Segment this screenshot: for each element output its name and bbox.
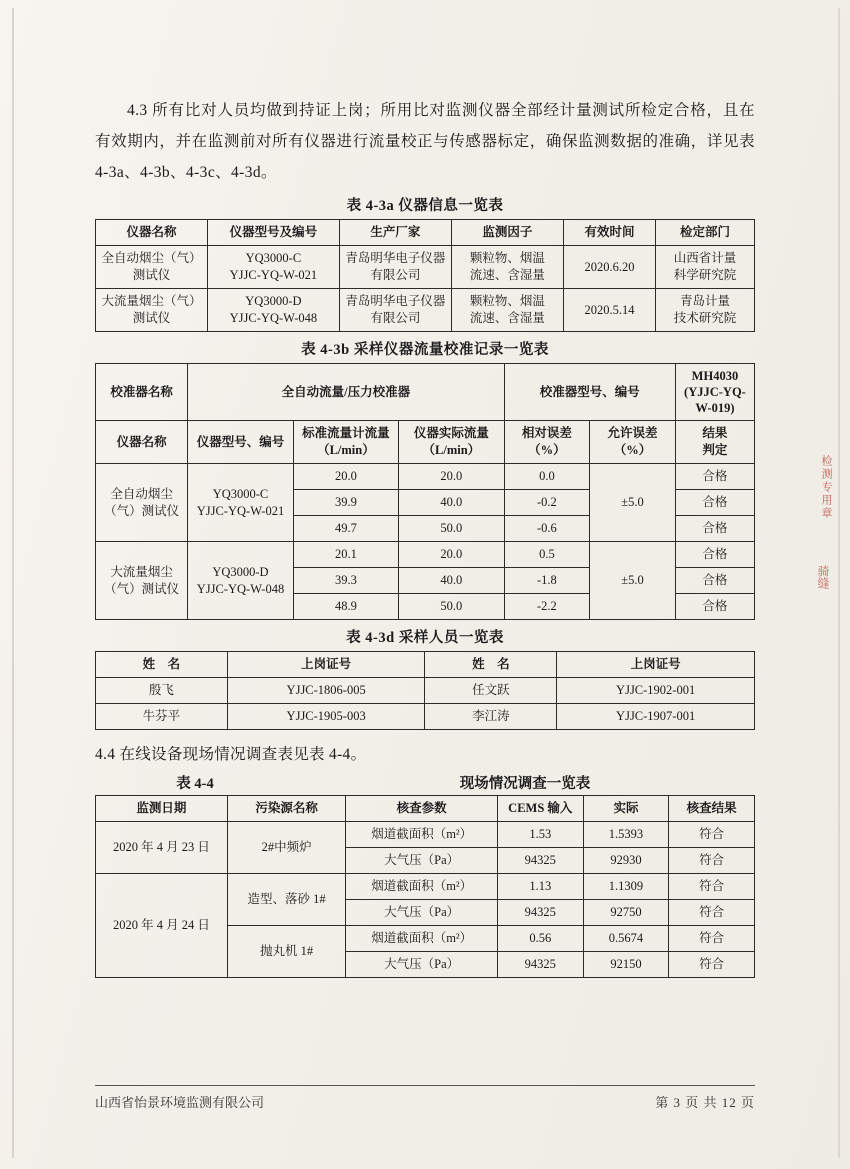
red-stamp-mark: 检测专用章 <box>820 455 832 520</box>
table-row <box>96 464 755 490</box>
cell-standard-flow: 20.0 <box>293 464 398 490</box>
col-header: 仪器型号及编号 <box>208 220 340 246</box>
paragraph-4-3: 4.3 所有比对人员均做到持证上岗；所用比对监测仪器全部经计量测试所检定合格，且在有效期内，并在监测前对所有仪器进行流量校正与传感器标定，确保监测数据的准确，详见表 4-3a、4-3b、4-3c、4-3d。 <box>95 102 755 181</box>
table-row <box>96 678 755 704</box>
cell-check-result: 符合 <box>669 848 755 874</box>
col-header: 仪器名称 <box>96 421 188 464</box>
cell-instrument-name: 大流量烟尘 （气）测试仪 <box>96 542 188 620</box>
cell-person-name: 殷飞 <box>96 678 228 704</box>
table-4-3b-title: 表 4-3b 采样仪器流量校准记录一览表 <box>301 342 549 358</box>
table-row <box>96 874 755 900</box>
document-body <box>95 95 755 978</box>
cell-cert-no: YJJC-1902-001 <box>557 678 755 704</box>
cell-model: YQ3000-D YJJC-YQ-W-048 <box>188 542 293 620</box>
cell-check-result: 符合 <box>669 874 755 900</box>
table-row <box>96 704 755 730</box>
cell-actual-flow: 20.0 <box>399 464 504 490</box>
cell-check-result: 符合 <box>669 900 755 926</box>
cell-relative-error: -2.2 <box>504 594 590 620</box>
cell-valid-date: 2020.6.20 <box>563 246 655 289</box>
table-4-4-label: 表 4-4 <box>176 776 214 792</box>
cell-relative-error: 0.5 <box>504 542 590 568</box>
cell-actual-flow: 40.0 <box>399 490 504 516</box>
cell-actual-flow: 50.0 <box>399 516 504 542</box>
cell-check-result: 符合 <box>669 822 755 848</box>
table-4-4-heading <box>95 772 755 793</box>
cell-actual-value: 92750 <box>583 900 669 926</box>
cell-actual-value: 0.5674 <box>583 926 669 952</box>
col-header: 上岗证号 <box>227 652 425 678</box>
cell-cems-input: 94325 <box>497 900 583 926</box>
calibrator-name-label: 校准器名称 <box>96 364 188 421</box>
cell-actual-flow: 20.0 <box>399 542 504 568</box>
col-header: 相对误差 （%） <box>504 421 590 464</box>
cell-check-param: 烟道截面积（m²） <box>346 926 498 952</box>
table-header-row-2 <box>96 421 755 464</box>
cell-factor: 颗粒物、烟温 流速、含湿量 <box>451 289 563 332</box>
cell-model: YQ3000-D YJJC-YQ-W-048 <box>208 289 340 332</box>
table-row <box>96 542 755 568</box>
table-4-4-title: 现场情况调查一览表 <box>459 776 591 792</box>
calibrator-model-line2: (YJJC-YQ-W-019) <box>684 385 746 415</box>
cell-check-result: 符合 <box>669 926 755 952</box>
page-footer <box>95 1085 755 1111</box>
col-header: 监测日期 <box>96 796 228 822</box>
col-header: 有效时间 <box>563 220 655 246</box>
col-header: 核查参数 <box>346 796 498 822</box>
cell-standard-flow: 39.3 <box>293 568 398 594</box>
col-header: 标准流量计流量 （L/min） <box>293 421 398 464</box>
col-header: 上岗证号 <box>557 652 755 678</box>
table-4-4 <box>95 795 755 978</box>
cell-manufacturer: 青岛明华电子仪器有限公司 <box>339 289 451 332</box>
cell-cems-input: 1.53 <box>497 822 583 848</box>
col-header: 实际 <box>583 796 669 822</box>
cell-check-result: 符合 <box>669 952 755 978</box>
col-header: 污染源名称 <box>227 796 346 822</box>
col-header: 结果 判定 <box>675 421 754 464</box>
calibrator-model-label: 校准器型号、编号 <box>504 364 675 421</box>
cell-actual-value: 1.1309 <box>583 874 669 900</box>
calibrator-name-value: 全自动流量/压力校准器 <box>188 364 504 421</box>
table-4-3d <box>95 651 755 730</box>
cell-factor: 颗粒物、烟温 流速、含湿量 <box>451 246 563 289</box>
cell-result: 合格 <box>675 516 754 542</box>
cell-standard-flow: 48.9 <box>293 594 398 620</box>
cell-result: 合格 <box>675 542 754 568</box>
paragraph-4-4: 4.4 在线设备现场情况调查表见表 4-4。 <box>95 746 367 763</box>
table-4-3d-title: 表 4-3d 采样人员一览表 <box>346 630 504 646</box>
cell-relative-error: -1.8 <box>504 568 590 594</box>
cell-relative-error: 0.0 <box>504 464 590 490</box>
col-header: 仪器实际流量 （L/min） <box>399 421 504 464</box>
cell-manufacturer: 青岛明华电子仪器有限公司 <box>339 246 451 289</box>
cell-source-name: 2#中频炉 <box>227 822 346 874</box>
col-header: 仪器名称 <box>96 220 208 246</box>
table-4-3b <box>95 363 755 620</box>
cell-check-param: 大气压（Pa） <box>346 952 498 978</box>
cell-actual-value: 1.5393 <box>583 822 669 848</box>
cell-result: 合格 <box>675 490 754 516</box>
red-stamp-mark-secondary: 骑缝 <box>816 565 830 589</box>
table-header-row <box>96 796 755 822</box>
cell-model: YQ3000-C YJJC-YQ-W-021 <box>188 464 293 542</box>
cell-instrument-name: 全自动烟尘（气）测试仪 <box>96 246 208 289</box>
col-header: 姓 名 <box>96 652 228 678</box>
cell-cert-no: YJJC-1905-003 <box>227 704 425 730</box>
cell-instrument-name: 大流量烟尘（气）测试仪 <box>96 289 208 332</box>
footer-page-number: 第 3 页 共 12 页 <box>655 1095 755 1110</box>
page-edge-right <box>838 8 840 1158</box>
calibrator-model-line1: MH4030 <box>691 369 739 383</box>
table-4-3a <box>95 219 755 332</box>
cell-relative-error: -0.6 <box>504 516 590 542</box>
cell-standard-flow: 39.9 <box>293 490 398 516</box>
cell-tolerance: ±5.0 <box>590 542 676 620</box>
cell-check-param: 烟道截面积（m²） <box>346 822 498 848</box>
footer-company-name: 山西省怡景环境监测有限公司 <box>95 1095 265 1110</box>
cell-tolerance: ±5.0 <box>590 464 676 542</box>
cell-standard-flow: 20.1 <box>293 542 398 568</box>
cell-result: 合格 <box>675 464 754 490</box>
cell-source-name: 造型、落砂 1# <box>227 874 346 926</box>
cell-check-param: 大气压（Pa） <box>346 900 498 926</box>
col-header: 仪器型号、编号 <box>188 421 293 464</box>
cell-valid-date: 2020.5.14 <box>563 289 655 332</box>
cell-cems-input: 0.56 <box>497 926 583 952</box>
cell-cert-no: YJJC-1907-001 <box>557 704 755 730</box>
calibrator-model-value <box>675 364 754 421</box>
table-row <box>96 822 755 848</box>
cell-result: 合格 <box>675 594 754 620</box>
cell-check-param: 大气压（Pa） <box>346 848 498 874</box>
cell-dept: 山西省计量 科学研究院 <box>656 246 755 289</box>
cell-instrument-name: 全自动烟尘 （气）测试仪 <box>96 464 188 542</box>
cell-cert-no: YJJC-1806-005 <box>227 678 425 704</box>
col-header: 生产厂家 <box>339 220 451 246</box>
col-header: 核查结果 <box>669 796 755 822</box>
cell-model: YQ3000-C YJJC-YQ-W-021 <box>208 246 340 289</box>
cell-source-name: 抛丸机 1# <box>227 926 346 978</box>
col-header: 监测因子 <box>451 220 563 246</box>
cell-standard-flow: 49.7 <box>293 516 398 542</box>
cell-actual-flow: 40.0 <box>399 568 504 594</box>
cell-person-name: 李江涛 <box>425 704 557 730</box>
cell-monitor-date: 2020 年 4 月 23 日 <box>96 822 228 874</box>
cell-result: 合格 <box>675 568 754 594</box>
cell-cems-input: 1.13 <box>497 874 583 900</box>
table-header-row <box>96 652 755 678</box>
table-row <box>96 289 755 332</box>
cell-cems-input: 94325 <box>497 848 583 874</box>
table-header-row <box>96 220 755 246</box>
col-header: 姓 名 <box>425 652 557 678</box>
page-edge-left <box>12 8 14 1158</box>
cell-actual-flow: 50.0 <box>399 594 504 620</box>
cell-person-name: 任文跃 <box>425 678 557 704</box>
cell-check-param: 烟道截面积（m²） <box>346 874 498 900</box>
cell-relative-error: -0.2 <box>504 490 590 516</box>
cell-dept: 青岛计量 技术研究院 <box>656 289 755 332</box>
col-header: CEMS 输入 <box>497 796 583 822</box>
cell-actual-value: 92150 <box>583 952 669 978</box>
table-row <box>96 246 755 289</box>
cell-monitor-date: 2020 年 4 月 24 日 <box>96 874 228 978</box>
table-header-row-1 <box>96 364 755 421</box>
table-4-3a-title: 表 4-3a 仪器信息一览表 <box>346 198 504 214</box>
cell-cems-input: 94325 <box>497 952 583 978</box>
cell-person-name: 牛芬平 <box>96 704 228 730</box>
cell-actual-value: 92930 <box>583 848 669 874</box>
col-header: 检定部门 <box>656 220 755 246</box>
col-header: 允许误差 （%） <box>590 421 676 464</box>
